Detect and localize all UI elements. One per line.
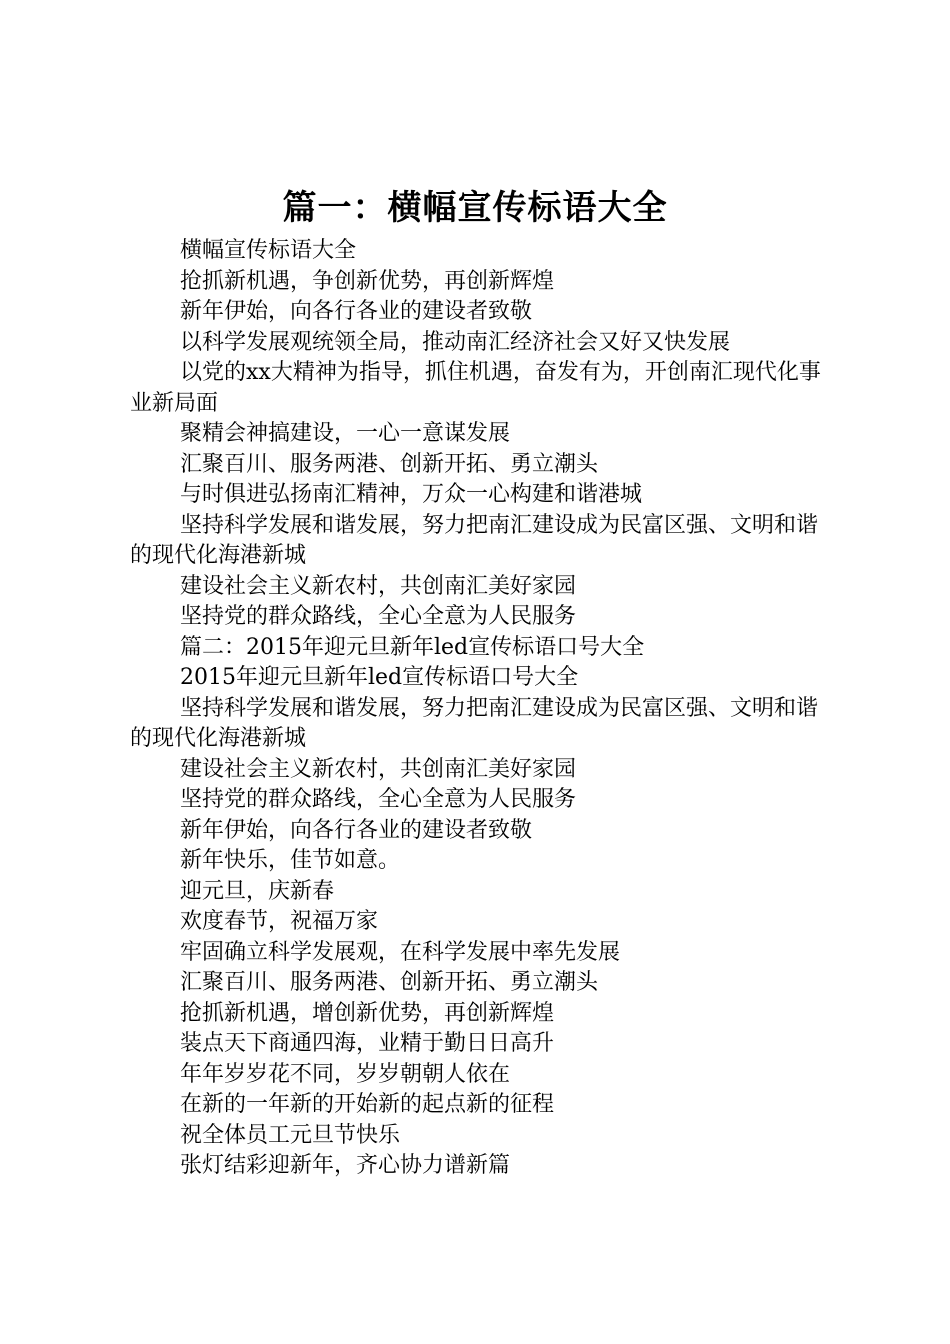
document-title: 篇一：横幅宣传标语大全 — [282, 188, 668, 228]
paragraph: 汇聚百川、服务两港、创新开拓、勇立潮头 — [180, 451, 599, 477]
paragraph: 汇聚百川、服务两港、创新开拓、勇立潮头 — [180, 970, 599, 995]
paragraph: 新年伊始，向各行各业的建设者致敬 — [180, 299, 533, 324]
paragraph: 横幅宣传标语大全 — [180, 238, 357, 263]
paragraph: 以党的xx大精神为指导，抓住机遇，奋发有为，开创南汇现代化事业新局面 — [130, 360, 821, 416]
paragraph: 牢固确立科学发展观，在科学发展中率先发展 — [180, 939, 621, 965]
paragraph: 建设社会主义新农村，共创南汇美好家园 — [180, 573, 577, 599]
paragraph: 坚持科学发展和谐发展，努力把南汇建设成为民富区强、文明和谐的现代化海港新城 — [130, 695, 819, 751]
paragraph: 坚持党的群众路线，全心全意为人民服务 — [180, 604, 577, 629]
paragraph: 张灯结彩迎新年，齐心协力谱新篇 — [180, 1153, 511, 1178]
paragraph: 坚持党的群众路线，全心全意为人民服务 — [180, 787, 577, 812]
paragraph: 新年伊始，向各行各业的建设者致敬 — [180, 817, 533, 843]
paragraph: 新年快乐，佳节如意。 — [180, 848, 401, 873]
paragraph: 年年岁岁花不同，岁岁朝朝人依在 — [180, 1061, 511, 1087]
paragraph: 坚持科学发展和谐发展，努力把南汇建设成为民富区强、文明和谐的现代化海港新城 — [130, 512, 819, 568]
section-heading: 篇二：2015年迎元旦新年led宣传标语口号大全 — [180, 634, 645, 660]
paragraph: 欢度春节，祝福万家 — [180, 909, 379, 934]
document-body — [130, 236, 830, 1182]
paragraph: 迎元旦，庆新春 — [180, 878, 335, 904]
paragraph: 2015年迎元旦新年led宣传标语口号大全 — [180, 665, 579, 690]
paragraph: 与时俱进弘扬南汇精神，万众一心构建和谐港城 — [180, 482, 643, 507]
paragraph: 装点天下商通四海，业精于勤日日高升 — [180, 1031, 555, 1056]
paragraph: 祝全体员工元旦节快乐 — [180, 1122, 401, 1148]
paragraph: 建设社会主义新农村，共创南汇美好家园 — [180, 756, 577, 782]
paragraph: 在新的一年新的开始新的起点新的征程 — [180, 1092, 555, 1117]
paragraph: 抢抓新机遇，增创新优势，再创新辉煌 — [180, 1000, 555, 1026]
paragraph: 抢抓新机遇，争创新优势，再创新辉煌 — [180, 268, 555, 294]
paragraph: 以科学发展观统领全局，推动南汇经济社会又好又快发展 — [180, 329, 731, 355]
paragraph: 聚精会神搞建设，一心一意谋发展 — [180, 421, 511, 446]
